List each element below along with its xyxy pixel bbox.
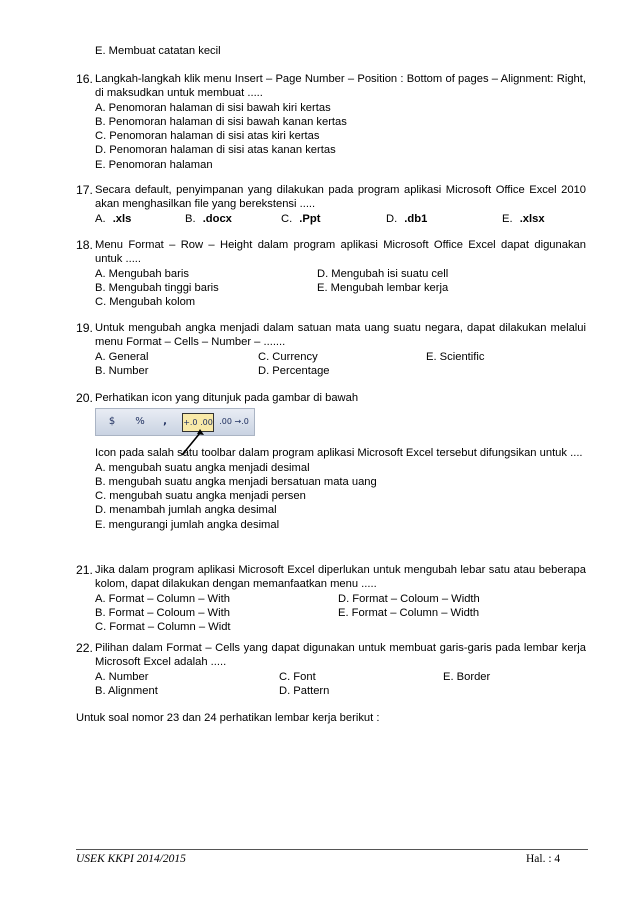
question-number: 20. — [76, 391, 93, 405]
question-number: 19. — [76, 321, 93, 335]
question-17 — [76, 183, 586, 226]
question-20 — [76, 391, 586, 532]
question-stem: Secara default, penyimpanan yang dilakukan pada program aplikasi Microsoft Office Excel 2010 akan menghasilkan file yang berekstensi ..... — [95, 184, 586, 211]
option-e: E. Mengubah lembar kerja — [317, 281, 449, 294]
question-19 — [76, 321, 586, 378]
option-a: A. Format – Column – With — [95, 592, 230, 605]
option-b: B. Number — [95, 364, 149, 377]
option-e: E. Scientific — [426, 350, 485, 363]
option-a: A. Number — [95, 670, 149, 683]
question-stem: Menu Format – Row – Height dalam program aplikasi Microsoft Office Excel dapat digunakan untuk ..... — [95, 239, 586, 266]
question-stem: Pilihan dalam Format – Cells yang dapat digunakan untuk membuat garis-garis pada lembar kerja Microsoft Excel adalah ..... — [95, 642, 586, 669]
option-d: D. Format – Coloum – Width — [338, 592, 480, 605]
option-c: C. .Ppt — [281, 212, 321, 225]
option-b: B. Mengubah tinggi baris — [95, 281, 219, 294]
option-a: A. General — [95, 350, 149, 363]
question-number: 21. — [76, 563, 93, 577]
option-d: D. Pattern — [279, 684, 330, 697]
option-c: C. Penomoran halaman di sisi atas kiri kertas — [95, 130, 320, 143]
option-b: B. Format – Coloum – With — [95, 606, 230, 619]
instruction-text: Untuk soal nomor 23 dan 24 perhatikan lembar kerja berikut : — [76, 712, 380, 724]
question-22 — [76, 641, 586, 698]
question-number: 16. — [76, 72, 93, 86]
option-b: B. mengubah suatu angka menjadi bersatuan mata uang — [95, 475, 377, 488]
option-e: E. mengurangi jumlah angka desimal — [95, 518, 280, 531]
question-stem-2: Icon pada salah satu toolbar dalam program aplikasi Microsoft Excel tersebut difungsikan untuk .... — [95, 447, 583, 460]
options-row — [95, 212, 586, 226]
option-e: E. .xlsx — [502, 212, 545, 225]
option-d: D. menambah jumlah angka desimal — [95, 504, 277, 517]
option-b: B. .docx — [185, 212, 232, 225]
question-16 — [76, 72, 586, 172]
question-stem: Perhatikan icon yang ditunjuk pada gambar di bawah — [95, 392, 359, 404]
option-d: D. Penomoran halaman di sisi atas kanan kertas — [95, 144, 336, 157]
option-e: E. Border — [443, 670, 491, 683]
option-b: B. Alignment — [95, 684, 158, 697]
option-d: D. Mengubah isi suatu cell — [317, 267, 449, 280]
option-a: A. Penomoran halaman di sisi bawah kiri kertas — [95, 101, 331, 114]
option-e: E. Format – Column – Width — [338, 606, 480, 619]
question-18 — [76, 238, 586, 309]
question-stem: Langkah-langkah klik menu Insert – Page Number – Position : Bottom of pages – Alignment: Right, di maksudkan untuk membuat ..... — [95, 73, 586, 100]
percent-style-icon: % — [135, 416, 145, 428]
increase-decimal-icon: +.0 .00 — [182, 413, 214, 432]
option-c: C. Format – Column – Widt — [95, 621, 231, 634]
option-d: D. .db1 — [386, 212, 428, 225]
option-b: B. Penomoran halaman di sisi bawah kanan kertas — [95, 115, 347, 128]
option-d: D. Percentage — [258, 364, 330, 377]
comma-style-icon: , — [163, 416, 167, 428]
question-21 — [76, 563, 586, 634]
option-c: C. Mengubah kolom — [95, 296, 196, 309]
question-number: 18. — [76, 238, 93, 252]
question-number: 17. — [76, 183, 93, 197]
footer-divider — [76, 849, 588, 850]
option-c: C. Font — [279, 670, 316, 683]
footer-exam-label: USEK KKPI 2014/2015 — [76, 853, 186, 865]
currency-style-icon: $ — [108, 416, 116, 428]
option-a: A. mengubah suatu angka menjadi desimal — [95, 461, 310, 474]
question-number: 22. — [76, 641, 93, 655]
decrease-decimal-icon: .00 →.0 — [219, 417, 249, 427]
option-c: C. Currency — [258, 350, 318, 363]
option-c: C. mengubah suatu angka menjadi persen — [95, 490, 306, 503]
pointer-arrow-icon — [178, 423, 218, 457]
option-a: A. .xls — [95, 212, 132, 225]
question-stem: Jika dalam program aplikasi Microsoft Excel diperlukan untuk mengubah lebar satu atau beberapa kolom, dapat dilakukan dengan memanfaatkan menu ..... — [95, 564, 586, 591]
question-stem: Untuk mengubah angka menjadi dalam satuan mata uang suatu negara, dapat dilakukan melalui menu Format – Cells – Number – ....... — [95, 322, 586, 349]
option-a: A. Mengubah baris — [95, 267, 189, 280]
option-e-previous: E. Membuat catatan kecil — [95, 45, 221, 57]
option-e: E. Penomoran halaman — [95, 158, 213, 171]
footer-page-number: Hal. : 4 — [526, 853, 561, 865]
excel-number-format-toolbar — [95, 408, 255, 436]
